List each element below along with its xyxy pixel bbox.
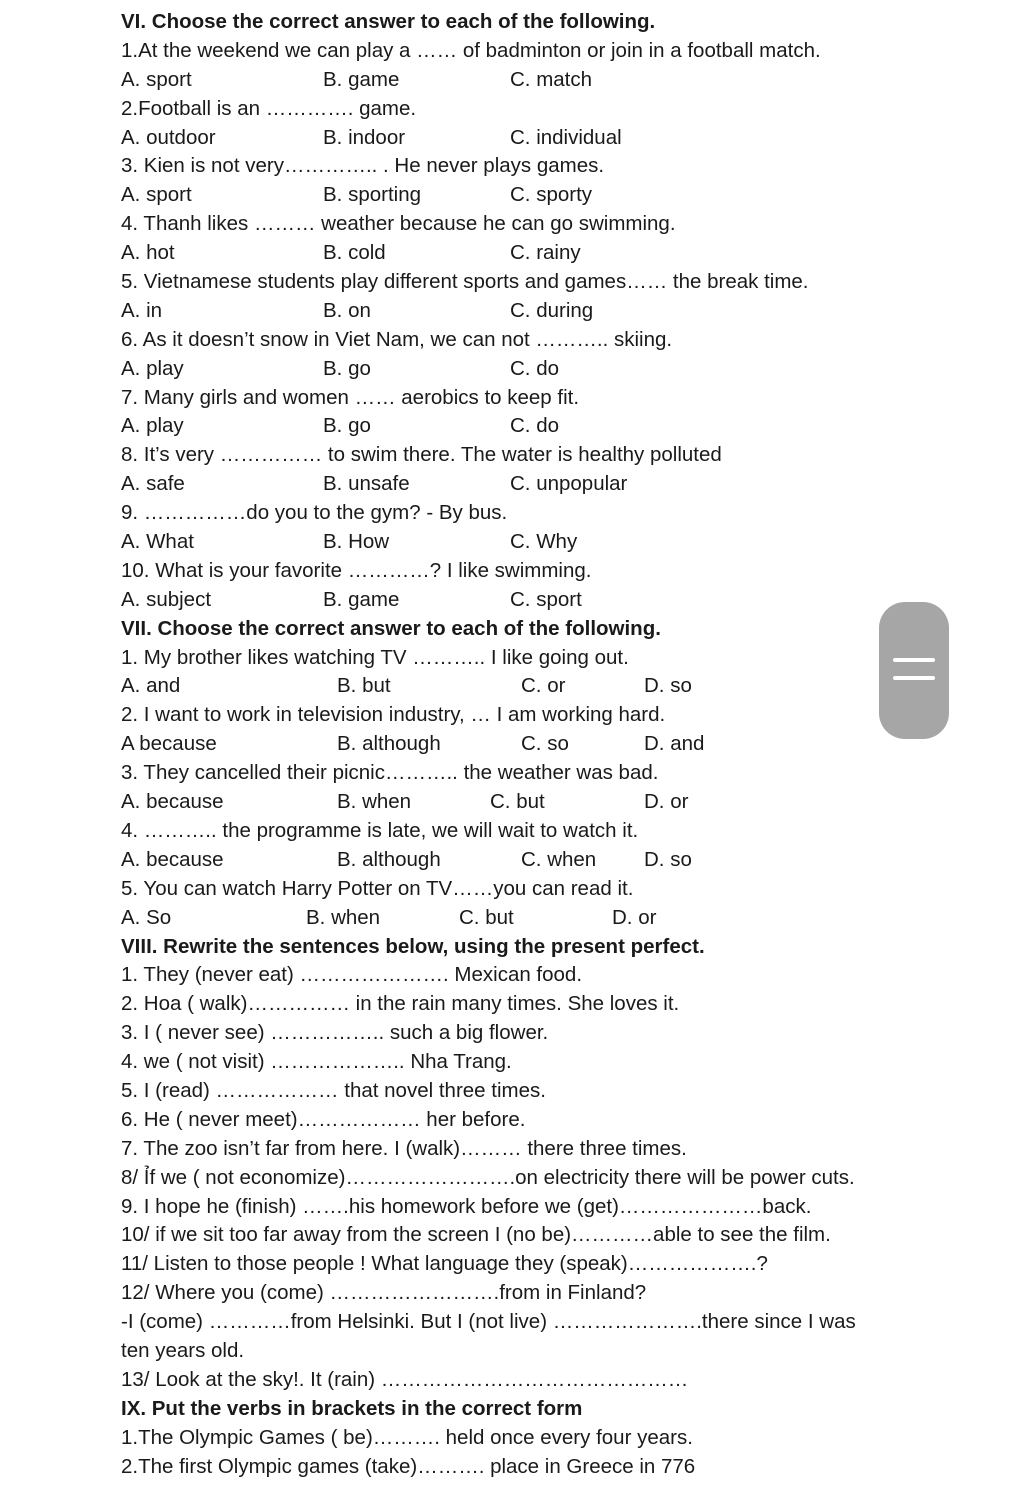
answer-options [121, 124, 891, 153]
exercise-line: 1. They (never eat) …………………. Mexican food. [121, 963, 583, 987]
exercise-line: 2. Hoa ( walk)…………… in the rain many times. She loves it. [121, 992, 680, 1016]
exercise-line: 1.The Olympic Games ( be)………. held once every four years. [121, 1425, 693, 1449]
option: D. and [644, 732, 705, 756]
option: C. individual [510, 125, 622, 149]
option: B. sporting [323, 183, 421, 207]
worksheet [121, 8, 891, 1481]
section-heading: IX. Put the verbs in brackets in the correct form [121, 1396, 583, 1420]
option: A. play [121, 414, 184, 438]
option: A. and [121, 674, 181, 698]
answer-options [121, 846, 891, 875]
exercise-line: 9. I hope he (finish) …….his homework before we (get)…………………back. [121, 1194, 812, 1218]
exercise-line: 12/ Where you (come) …………………….from in Finland? [121, 1281, 647, 1305]
question-text: 2.Football is an …………. game. [121, 96, 417, 120]
option: C. or [521, 674, 566, 698]
option: B. game [323, 587, 400, 611]
section-heading: VII. Choose the correct answer to each of the following. [121, 616, 661, 640]
option: B. when [306, 905, 381, 929]
question-text: 3. Kien is not very………….. . He never plays games. [121, 154, 605, 178]
exercise-line: 11/ Listen to those people ! What language they (speak)……………….? [121, 1252, 768, 1276]
option: A because [121, 732, 217, 756]
exercise-line: 5. I (read) ……………… that novel three times. [121, 1078, 546, 1102]
option: C. do [510, 356, 559, 380]
option: B. unsafe [323, 472, 410, 496]
question-text: 2. I want to work in television industry, … I am working hard. [121, 703, 666, 727]
option: A. because [121, 790, 224, 814]
option: C. do [510, 414, 559, 438]
option: C. but [459, 905, 514, 929]
exercise-line: 7. The zoo isn’t far from here. I (walk)……… there three times. [121, 1136, 687, 1160]
option: B. indoor [323, 125, 406, 149]
option: C. when [521, 847, 597, 871]
option: B. How [323, 530, 390, 554]
option: A. because [121, 847, 224, 871]
option: C. rainy [510, 241, 581, 265]
question-text: 6. As it doesn’t snow in Viet Nam, we can not ……….. skiing. [121, 327, 673, 351]
option: B. although [337, 847, 441, 871]
option: A. in [121, 298, 163, 322]
option: B. go [323, 356, 371, 380]
option: B. although [337, 732, 441, 756]
scroll-handle[interactable] [879, 602, 949, 739]
option: C. sporty [510, 183, 593, 207]
exercise-line: 8/ Ỉf we ( not economize)…………………….on electricity there will be power cuts. [121, 1165, 855, 1189]
exercise-line: 3. I ( never see) …………….. such a big flower. [121, 1021, 549, 1045]
question-text: 7. Many girls and women …… aerobics to keep fit. [121, 385, 580, 409]
option: C. but [490, 790, 545, 814]
option: D. or [644, 790, 689, 814]
question-text: 1.At the weekend we can play a …… of badminton or join in a football match. [121, 38, 821, 62]
option: C. during [510, 298, 594, 322]
answer-options [121, 412, 891, 441]
option: B. cold [323, 241, 386, 265]
option: C. match [510, 67, 593, 91]
answer-options [121, 355, 891, 384]
grip-line-icon [893, 658, 935, 662]
question-text: 5. Vietnamese students play different sports and games…… the break time. [121, 270, 809, 294]
exercise-line: 2.The first Olympic games (take)………. place in Greece in 776 [121, 1454, 696, 1478]
option: A. What [121, 530, 194, 554]
question-text: 4. ……….. the programme is late, we will wait to watch it. [121, 818, 639, 842]
option: D. so [644, 847, 692, 871]
question-text: 8. It’s very …………… to swim there. The water is healthy polluted [121, 443, 722, 467]
section-heading: VI. Choose the correct answer to each of the following. [121, 10, 656, 33]
answer-options [121, 239, 891, 268]
option: B. game [323, 67, 400, 91]
answer-options [121, 672, 891, 701]
option: A. So [121, 905, 172, 929]
answer-options [121, 730, 891, 759]
option: A. hot [121, 241, 175, 265]
exercise-line: 13/ Look at the sky!. It (rain) ……………………………………… [121, 1367, 689, 1391]
answer-options [121, 904, 891, 933]
question-text: 5. You can watch Harry Potter on TV……you can read it. [121, 876, 634, 900]
option: B. go [323, 414, 371, 438]
option: C. Why [510, 530, 578, 554]
option: C. so [521, 732, 569, 756]
answer-options [121, 181, 891, 210]
grip-line-icon [893, 676, 935, 680]
option: C. unpopular [510, 472, 628, 496]
answer-options [121, 470, 891, 499]
option: A. outdoor [121, 125, 216, 149]
option: D. or [612, 905, 657, 929]
exercise-line: -I (come) …………from Helsinki. But I (not live) ………………….there since I was ten years old. [121, 1310, 856, 1362]
answer-options [121, 528, 891, 557]
exercise-line: 10/ if we sit too far away from the screen I (no be)…………able to see the film. [121, 1223, 831, 1247]
question-text: 9. ……………do you to the gym? - By bus. [121, 501, 508, 525]
answer-options [121, 66, 891, 95]
question-text: 4. Thanh likes ……… weather because he can go swimming. [121, 212, 676, 236]
option: C. sport [510, 587, 582, 611]
option: D. so [644, 674, 692, 698]
question-text: 3. They cancelled their picnic……….. the weather was bad. [121, 761, 659, 785]
answer-options [121, 297, 891, 326]
option: B. when [337, 790, 412, 814]
exercise-line: 6. He ( never meet)……………… her before. [121, 1107, 526, 1131]
option: A. safe [121, 472, 185, 496]
option: B. on [323, 298, 371, 322]
option: A. play [121, 356, 184, 380]
question-text: 10. What is your favorite …………? I like swimming. [121, 558, 592, 582]
question-text: 1. My brother likes watching TV ……….. I like going out. [121, 645, 629, 669]
section-heading: VIII. Rewrite the sentences below, using the present perfect. [121, 934, 705, 958]
answer-options [121, 586, 891, 615]
answer-options [121, 788, 891, 817]
exercise-line: 4. we ( not visit) ……………….. Nha Trang. [121, 1050, 512, 1074]
option: A. sport [121, 183, 192, 207]
option: B. but [337, 674, 391, 698]
option: A. sport [121, 67, 192, 91]
option: A. subject [121, 587, 212, 611]
